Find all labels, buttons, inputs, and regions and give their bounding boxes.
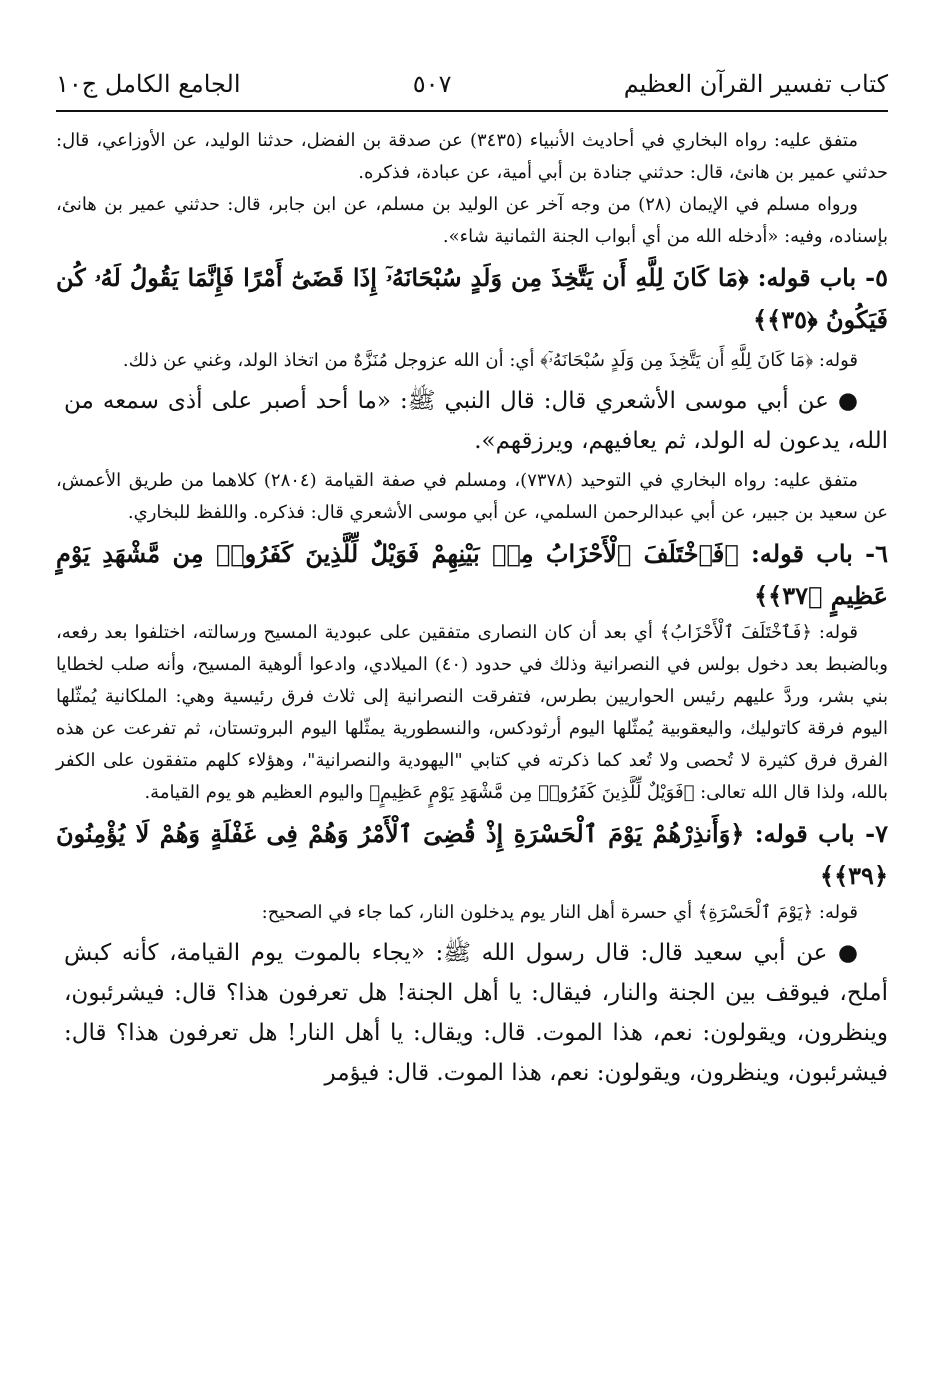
chapter-heading-5: ٥- باب قوله: ﴿مَا كَانَ لِلَّهِ أَن يَتَّخِذَ مِن وَلَدٍ سُبْحَانَهُۥٓ إِذَا قَضَىٰٓ أَمْرًا فَإِنَّمَا يَقُولُ لَهُۥ كُن فَيَكُونُ ﴿٣٥﴾﴾ [56,263,888,334]
commentary-paragraph: قوله: ﴿مَا كَانَ لِلَّهِ أَن يَتَّخِذَ مِن وَلَدٍ سُبْحَانَهُۥٓ﴾ أي: أن الله عزوجل مُنَزَّهٌ من اتخاذ الولد، وغني عن ذلك. [122,350,858,371]
chapter-heading-7: ٧- باب قوله: ﴿وَأَنذِرْهُمْ يَوْمَ ٱلْحَسْرَةِ إِذْ قُضِىَ ٱلْأَمْرُ وَهُمْ فِى غَفْلَةٍ وَهُمْ لَا يُؤْمِنُونَ ﴿٣٩﴾﴾ [56,819,889,890]
hadith-paragraph: ● عن أبي موسى الأشعري قال: قال النبي ﷺ: «ما أحد أصبر على أذى سمعه من الله، يدعون له الولد، ثم يعافيهم، ويرزقهم». [64,388,888,454]
commentary-paragraph: قوله: ﴿فَٱخْتَلَفَ ٱلْأَحْزَابُ﴾ أي بعد أن كان النصارى متفقين على عبودية المسيح ورسالته، اختلفوا بعد رفعه، وبالضبط بعد دخول بولس في النصرانية وذلك في حدود (٤٠) الميلادي، وادعوا ألوهية المسيح، وأنه صلب لخطايا بني بشر، وردَّ عليهم رئيس الحواريين بطرس، فتفرقت النصرانية إلى ثلاث فرق رئيسية وهي: الملكانية يُمثّلها اليوم فرقة كاتوليك، واليعقوبية يُمثّلها اليوم أرثودكس، والنسطورية يمثّلها اليوم البروتستان، ثم تفرعت عن هذه الفرق فرق كثيرة لا تُحصى ولا تُعد كما ذكرته في كتابي "اليهودية والنصرانية"، وهؤلاء كلهم متفقون على الكفر بالله، ولذا قال الله تعالى: ﴿فَوَيْلٌ لِّلَّذِينَ كَفَرُوا۟ مِن مَّشْهَدِ يَوْمٍ عَظِيمٍ﴾ واليوم العظيم هو يوم القيامة. [56,622,888,803]
book-title: كتاب تفسير القرآن العظيم [623,70,888,98]
header-rule [56,110,888,112]
takhrij-paragraph: متفق عليه: رواه البخاري في أحاديث الأنبياء (٣٤٣٥) عن صدقة بن الفضل، حدثنا الوليد، عن الأوزاعي، قال: حدثني عمير بن هانئ، قال: حدثني جنادة بن أبي أمية، عن عبادة، فذكره. [56,130,888,183]
volume-label: الجامع الكامل ج١٠ [56,70,241,98]
page-header [56,66,888,102]
page-number: ٥٠٧ [412,70,452,98]
commentary-paragraph: قوله: ﴿يَوْمَ ٱلْحَسْرَةِ﴾ أي حسرة أهل النار يوم يدخلون النار، كما جاء في الصحيح: [261,902,858,923]
takhrij-paragraph: متفق عليه: رواه البخاري في التوحيد (٧٣٧٨)، ومسلم في صفة القيامة (٢٨٠٤) كلاهما من طريق الأعمش، عن سعيد بن جبير، عن أبي عبدالرحمن السلمي، عن أبي موسى الأشعري قال: فذكره. واللفظ للبخاري. [56,470,888,523]
page-content [56,125,888,1355]
takhrij-paragraph: ورواه مسلم في الإيمان (٢٨) من وجه آخر عن الوليد بن مسلم، عن ابن جابر، قال: حدثني عمير بن هانئ، بإسناده، وفيه: «أدخله الله من أي أبواب الجنة الثمانية شاء». [56,194,888,247]
hadith-paragraph: ● عن أبي سعيد قال: قال رسول الله ﷺ: «يجاء بالموت يوم القيامة، كأنه كبش أملح، فيوقف بين الجنة والنار، فيقال: يا أهل الجنة! هل تعرفون هذا؟ قال: فيشرئبون، وينظرون، ويقولون: نعم، هذا الموت. قال: ويقال: يا أهل النار! هل تعرفون هذا؟ قال: فيشرئبون، وينظرون، ويقولون: نعم، هذا الموت. قال: فيؤمر [64,940,888,1086]
chapter-heading-6: ٦- باب قوله: ﴿فَٱخْتَلَفَ ٱلْأَحْزَابُ مِنۢ بَيْنِهِمْ فَوَيْلٌ لِّلَّذِينَ كَفَرُوا۟ مِن مَّشْهَدِ يَوْمٍ عَظِيمٍ ﴿٣٧﴾﴾ [56,539,888,610]
